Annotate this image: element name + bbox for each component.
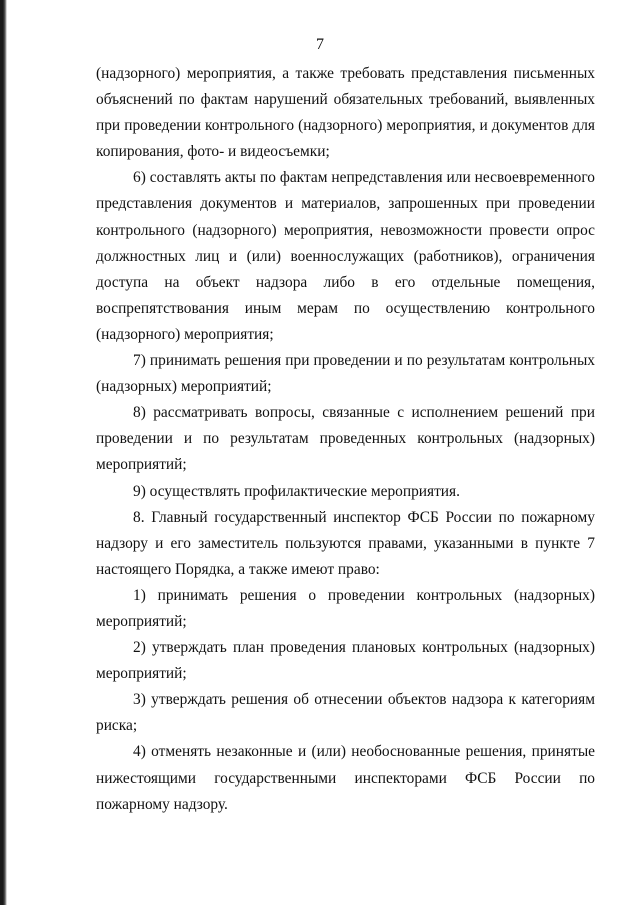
paragraph-subitem-4: 4) отменять незаконные и (или) необоснованные решения, принятые нижестоящими государственными инспекторами ФСБ России по пожарному надзору. [96,743,595,813]
paragraph-item-8: 8) рассматривать вопросы, связанные с исполнением решений при проведении и по результатам проведенных контрольных (надзорных) мероприятий; [96,404,595,474]
paragraph-subitem-3: 3) утверждать решения об отнесении объектов надзора к категориям риска; [96,691,595,735]
scan-edge-shadow [0,0,7,905]
paragraph-item-7: 7) принимать решения при проведении и по результатам контрольных (надзорных) мероприятий; [96,352,595,396]
paragraph-subitem-2: 2) утверждать план проведения плановых контрольных (надзорных) мероприятий; [96,639,595,683]
paragraph-item-6: 6) составлять акты по фактам непредставления или несвоевременного представления документов и материалов, запрошенных при проведении контрольного (надзорного) мероприятия, невозможности провести опрос должностных лиц и (или) военнослужащих (работников), ограничения доступа на объект надзора либо в его отдельные помещения, воспрепятствования иным мерам по осуществлению контрольного (надзорного) мероприятия; [96,169,595,343]
paragraph-section-8: 8. Главный государственный инспектор ФСБ России по пожарному надзору и его заместитель пользуются правами, указанными в пункте 7 настоящего Порядка, а также имеют право: [96,508,595,578]
document-body [96,61,595,818]
page-number: 7 [316,36,324,53]
paragraph-subitem-1: 1) принимать решения о проведении контрольных (надзорных) мероприятий; [96,586,595,630]
paragraph-continuation: (надзорного) мероприятия, а также требовать представления письменных объяснений по фактам нарушений обязательных требований, выявленных при проведении контрольного (надзорного) мероприятия, и документов для копирования, фото- и видеосъемки; [96,65,595,161]
paragraph-item-9: 9) осуществлять профилактические мероприятия. [133,482,460,500]
